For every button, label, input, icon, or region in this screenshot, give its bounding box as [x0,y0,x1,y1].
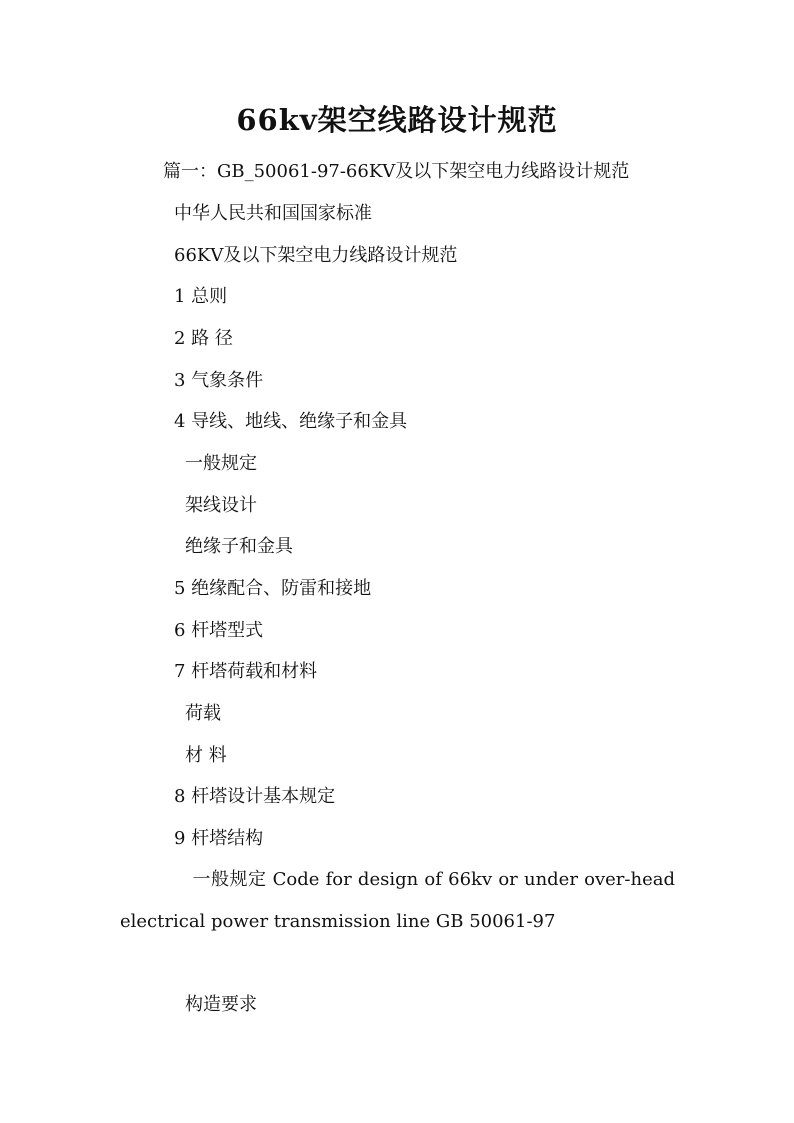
toc-item-9: 9 杆塔结构 [174,828,264,849]
toc-item-6: 6 杆塔型式 [174,620,264,641]
toc-subitem-loads: 荷载 [185,703,221,724]
standard-country: 中华人民共和国国家标准 [174,203,372,224]
toc-subitem-stringing: 架线设计 [185,495,257,516]
paragraph-text: 一般规定 Code for design of 66kv or under over-head electrical power transmission line GB 50061-97 [120,869,675,932]
standard-name: 66KV及以下架空电力线路设计规范 [174,245,458,266]
toc-subitem-insulators: 绝缘子和金具 [185,536,293,557]
toc-item-4: 4 导线、地线、绝缘子和金具 [174,411,408,432]
toc-subitem-general: 一般规定 [185,453,257,474]
toc-item-7: 7 杆塔荷载和材料 [174,661,318,682]
document-title: 66kv架空线路设计规范 [236,103,558,137]
body-paragraph [120,859,675,942]
toc-item-2: 2 路 径 [174,328,233,349]
toc-item-8: 8 杆塔设计基本规定 [174,786,336,807]
toc-item-1: 1 总则 [174,286,228,307]
toc-item-5: 5 绝缘配合、防雷和接地 [174,578,372,599]
toc-subitem-materials: 材 料 [185,745,227,766]
toc-item-3: 3 气象条件 [174,370,264,391]
toc-subitem-construction: 构造要求 [185,994,257,1015]
article-heading: 篇一：GB_50061-97-66KV及以下架空电力线路设计规范 [163,161,630,182]
